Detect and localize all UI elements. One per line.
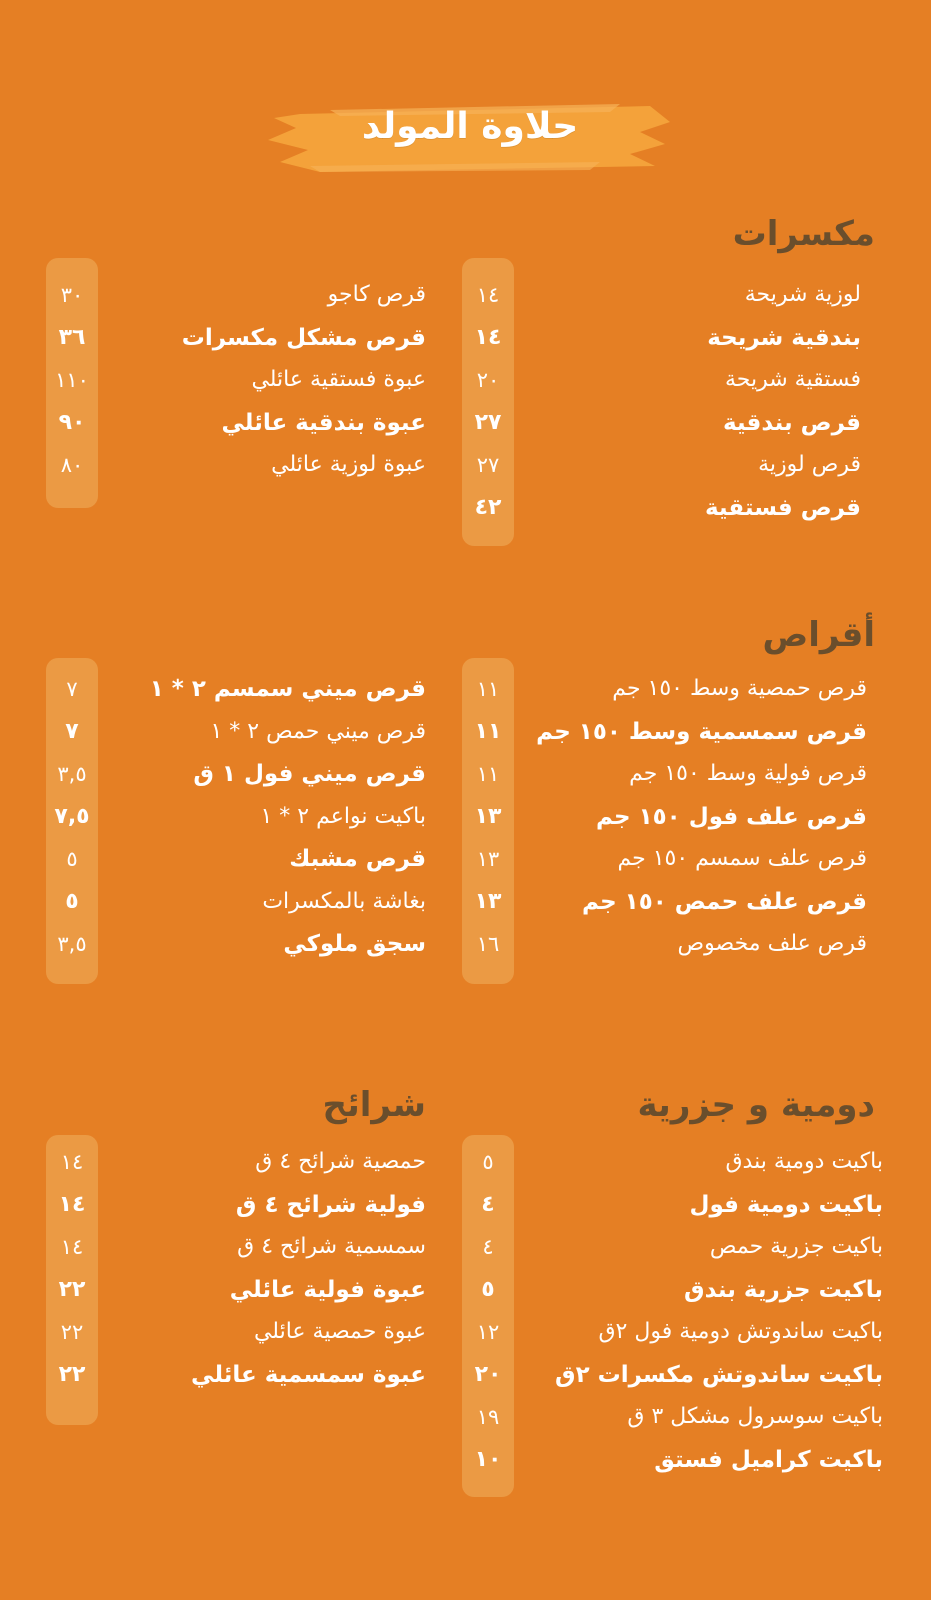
menu-item-name: قرص بندقية	[722, 409, 861, 436]
price-value: ٥	[65, 888, 79, 914]
price-value: ٣٦	[58, 324, 86, 350]
price-value: ٥	[66, 847, 78, 871]
menu-item-name: باكيت جزرية حمص	[709, 1234, 883, 1259]
price-value: ٨٠	[60, 453, 84, 477]
aqras-left-prices	[46, 668, 98, 966]
section-heading-aqras: أقراص	[762, 615, 875, 655]
price-value: ٧	[65, 718, 79, 744]
price-value: ١٤	[474, 324, 502, 350]
price-value: ٣٠	[60, 283, 84, 307]
price-value: ٢٧	[474, 409, 502, 435]
menu-item-name: باكيت ساندوتش مكسرات ٢ق	[555, 1361, 883, 1388]
price-value: ٧	[66, 677, 78, 701]
menu-item-name: قرص ميني فول ١ ق	[193, 761, 426, 787]
menu-item-name: باكيت دومية فول	[689, 1191, 883, 1218]
menu-item-name: قرص فستقية	[704, 494, 861, 521]
price-value: ٢٧	[476, 453, 500, 477]
menu-item-name: عبوة بندقية عائلي	[221, 409, 426, 436]
menu-item-name: قرص علف حمص ١٥٠ جم	[582, 888, 867, 915]
menu-item-name: حمصية شرائح ٤ ق	[255, 1149, 426, 1174]
menu-item-name: عبوة فولية عائلي	[229, 1276, 426, 1303]
menu-item-name: باكيت كراميل فستق	[654, 1446, 883, 1473]
price-value: ١٦	[476, 932, 500, 956]
mksarat-left-list	[96, 274, 426, 487]
menu-item-name: قرص مشكل مكسرات	[181, 324, 426, 351]
price-value: ١٤	[476, 283, 500, 307]
menu-item-name: قرص علف مخصوص	[677, 931, 867, 956]
menu-item-name: عبوة فستقية عائلي	[251, 367, 426, 392]
price-value: ١٣	[474, 888, 502, 914]
menu-item-name: فستقية شريحة	[724, 367, 861, 392]
menu-item-name: قرص ميني حمص ٢ * ١	[210, 718, 426, 744]
sharaeh-list	[96, 1141, 426, 1396]
section-heading-sharaeh: شرائح	[322, 1085, 426, 1125]
sharaeh-prices	[46, 1141, 98, 1396]
menu-item-name: باكيت ساندوتش دومية فول ٢ق	[598, 1319, 883, 1344]
menu-item-name: قرص علف فول ١٥٠ جم	[595, 803, 867, 830]
price-value: ١٤	[60, 1150, 84, 1174]
aqras-left-list	[96, 668, 426, 966]
menu-item-name: بغاشة بالمكسرات	[262, 888, 426, 914]
domiya-prices	[462, 1141, 514, 1481]
menu-item-name: باكيت جزرية بندق	[684, 1276, 883, 1303]
aqras-right-prices	[462, 668, 514, 966]
menu-item-name: بندقية شريحة	[707, 324, 861, 351]
price-value: ٤	[481, 1191, 495, 1217]
menu-item-name: باكيت نواعم ٢ * ١	[260, 803, 426, 829]
price-value: ١٩	[476, 1405, 500, 1429]
price-value: ١١	[474, 718, 502, 744]
section-heading-mksarat: مكسرات	[732, 214, 875, 254]
price-value: ١٣	[474, 803, 502, 829]
mksarat-right-prices	[462, 274, 514, 529]
menu-item-name: عبوة حمصية عائلي	[253, 1319, 426, 1344]
menu-item-name: سمسمية شرائح ٤ ق	[237, 1234, 426, 1259]
menu-item-name: قرص مشبك	[289, 846, 426, 872]
menu-item-name: قرص فولية وسط ١٥٠ جم	[629, 761, 867, 786]
aqras-right-list	[487, 668, 867, 966]
menu-title-banner	[260, 92, 680, 182]
domiya-list	[493, 1141, 883, 1481]
menu-item-name: قرص حمصية وسط ١٥٠ جم	[612, 676, 867, 701]
menu-item-name: قرص لوزية	[758, 452, 861, 477]
price-value: ٩٠	[58, 409, 86, 435]
price-value: ٢٠	[474, 1361, 502, 1387]
menu-item-name: عبوة لوزية عائلي	[271, 452, 426, 477]
price-value: ٤	[482, 1235, 494, 1259]
price-value: ١٣	[476, 847, 500, 871]
price-value: ٤٢	[474, 494, 502, 520]
price-value: ٣,٥	[57, 932, 87, 956]
menu-item-name: فولية شرائح ٤ ق	[235, 1191, 426, 1218]
menu-item-name: قرص علف سمسم ١٥٠ جم	[617, 846, 867, 871]
menu-item-name: عبوة سمسمية عائلي	[191, 1361, 426, 1388]
mksarat-left-prices	[46, 274, 98, 487]
price-value: ٢٢	[60, 1320, 84, 1344]
section-heading-domiya: دومية و جزرية	[637, 1085, 875, 1125]
price-value: ١٢	[476, 1320, 500, 1344]
price-value: ٣,٥	[57, 762, 87, 786]
menu-item-name: قرص سمسمية وسط ١٥٠ جم	[536, 718, 867, 745]
price-value: ٢٠	[476, 368, 500, 392]
menu-item-name: باكيت سوسرول مشكل ٣ ق	[627, 1404, 883, 1429]
menu-item-name: قرص كاجو	[327, 282, 426, 307]
price-value: ١١	[476, 762, 500, 786]
price-value: ٥	[481, 1276, 495, 1302]
mksarat-right-list	[481, 274, 861, 529]
price-value: ١١	[476, 677, 500, 701]
price-value: ١٤	[58, 1191, 86, 1217]
menu-item-name: سجق ملوكي	[283, 931, 426, 957]
menu-item-name: قرص ميني سمسم ٢ * ١	[149, 676, 426, 702]
price-value: ٧,٥	[54, 803, 90, 829]
price-value: ٢٢	[58, 1361, 86, 1387]
page-title: حلاوة المولد	[361, 106, 579, 147]
price-value: ١٠	[474, 1446, 502, 1472]
price-value: ١٤	[60, 1235, 84, 1259]
price-value: ١١٠	[55, 368, 89, 392]
menu-item-name: لوزية شريحة	[744, 282, 861, 307]
menu-item-name: باكيت دومية بندق	[725, 1149, 883, 1174]
price-value: ٢٢	[58, 1276, 86, 1302]
price-value: ٥	[482, 1150, 494, 1174]
